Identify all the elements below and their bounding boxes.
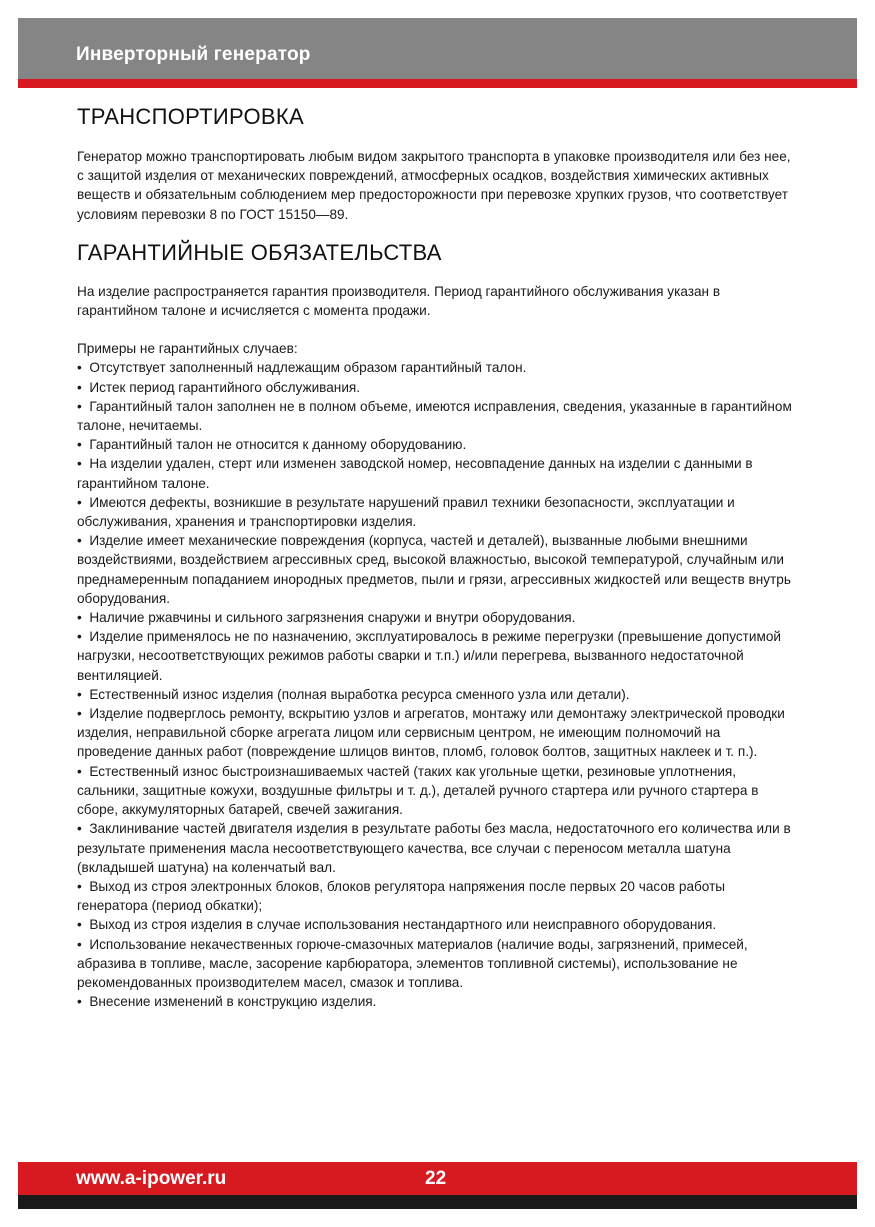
- list-item: • Выход из строя изделия в случае использования нестандартного или неисправного оборудования.: [77, 915, 792, 934]
- list-item: • Гарантийный талон не относится к данному оборудованию.: [77, 435, 792, 454]
- footer-website-link[interactable]: www.a-ipower.ru: [76, 1168, 227, 1189]
- page-content: [77, 104, 792, 1011]
- warranty-heading: ГАРАНТИЙНЫЕ ОБЯЗАТЕЛЬСТВА: [77, 239, 442, 265]
- page-number: 22: [425, 1168, 447, 1189]
- list-item: • Изделие подверглось ремонту, вскрытию узлов и агрегатов, монтажу или демонтажу электрической проводки изделия, неправильной сборке агрегата лицом или сервисным центром, не имеющим полномочий на проведение данных работ (повреждение шлицов винтов, пломб, головок болтов, защитных наклеек и т. п.).: [77, 704, 792, 762]
- list-item: • Заклинивание частей двигателя изделия в результате работы без масла, недостаточного его количества или в результате применения масла несоответствующего качества, все случаи с переносом металла шатуна (вкладышей шатуна) на коленчатый вал.: [77, 819, 792, 877]
- page-header: [18, 18, 857, 79]
- list-item: • Изделие имеет механические повреждения (корпуса, частей и деталей), вызванные любыми внешними воздействиями, воздействием агрессивных сред, высокой влажностью, высокой температурой, случайным или преднамеренным попаданием инородных предметов, пыли и грязи, агрессивных жидкостей или веществ внутрь оборудования.: [77, 531, 792, 608]
- list-item: • Естественный износ быстроизнашиваемых частей (таких как угольные щетки, резиновые уплотнения, сальники, защитные кожухи, воздушные фильтры и т. д.), деталей ручного стартера или ручного стартера в сборе, аккумуляторных батарей, свечей зажигания.: [77, 762, 792, 820]
- warranty-intro: На изделие распространяется гарантия производителя. Период гарантийного обслуживания указан в гарантийном талоне и исчисляется с момента продажи.: [77, 283, 721, 319]
- transport-text: Генератор можно транспортировать любым видом закрытого транспорта в упаковке производителя или без нее, с защитой изделия от механических повреждений, атмосферных осадков, воздействия химических активных веществ и обязательным соблюдением мер предосторожности при перевозке хрупких грузов, что соответствует условиям перевозки 8 по ГОСТ 15150—89.: [77, 149, 791, 222]
- list-item: • Использование некачественных горюче-смазочных материалов (наличие воды, загрязнений, примесей, абразива в топливе, масле, засорение карбюратора, элементов топливной системы), использование не рекомендованных производителем масел, смазок и топлива.: [77, 935, 792, 993]
- list-item: • Отсутствует заполненный надлежащим образом гарантийный талон.: [77, 358, 792, 377]
- list-item: • Выход из строя электронных блоков, блоков регулятора напряжения после первых 20 часов работы генератора (период обкатки);: [77, 877, 792, 915]
- list-item: • Гарантийный талон заполнен не в полном объеме, имеются исправления, сведения, указанные в гарантийном талоне, нечитаемы.: [77, 397, 792, 435]
- transport-heading: ТРАНСПОРТИРОВКА: [77, 104, 304, 129]
- list-item: • На изделии удален, стерт или изменен заводской номер, несовпадение данных на изделии с данными в гарантийном талоне.: [77, 454, 792, 492]
- examples-title: Примеры не гарантийных случаев:: [77, 341, 298, 357]
- list-item: • Истек период гарантийного обслуживания.: [77, 378, 792, 397]
- header-title: Инверторный генератор: [76, 44, 311, 65]
- page-footer: [18, 1162, 857, 1195]
- list-item: • Изделие применялось не по назначению, эксплуатировалось в режиме перегрузки (превышение допустимой нагрузки, несоответствующих режимов работы сварки и т.п.) и/или перегрева, вызванного недостаточной вентиляцией.: [77, 627, 792, 685]
- list-item: • Наличие ржавчины и сильного загрязнения снаружи и внутри оборудования.: [77, 608, 792, 627]
- footer-dark-stripe: [18, 1195, 857, 1209]
- list-item: • Внесение изменений в конструкцию изделия.: [77, 992, 792, 1011]
- non-warranty-list: [77, 358, 792, 1011]
- list-item: • Имеются дефекты, возникшие в результате нарушений правил техники безопасности, эксплуатации и обслуживания, хранения и транспортировки изделия.: [77, 493, 792, 531]
- list-item: • Естественный износ изделия (полная выработка ресурса сменного узла или детали).: [77, 685, 792, 704]
- header-red-stripe: [18, 79, 857, 88]
